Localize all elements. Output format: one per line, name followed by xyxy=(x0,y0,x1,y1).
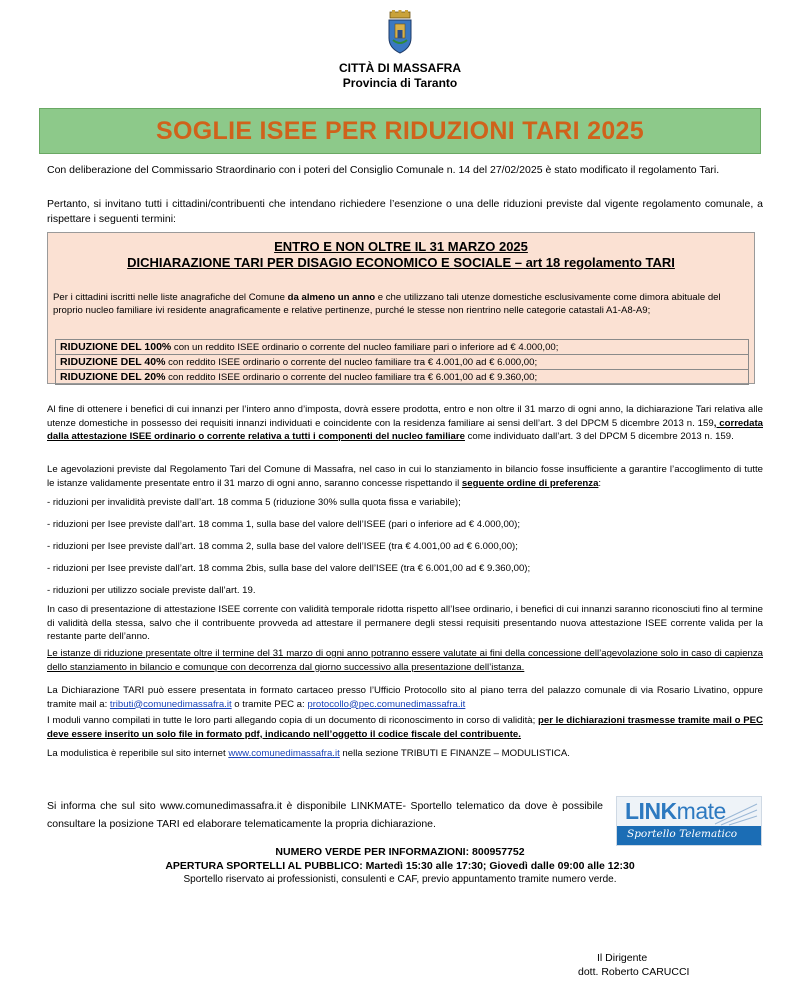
service-note: Sportello riservato ai professionisti, consulenti e CAF, previo appuntamento tramite numero verde. xyxy=(183,874,617,885)
declaration-heading: DICHIARAZIONE TARI PER DISAGIO ECONOMICO E SOCIALE – art 18 regolamento TARI xyxy=(127,255,675,270)
city-name: CITTÀ DI MASSAFRA xyxy=(339,61,461,75)
paragraph-submission: La Dichiarazione TARI può essere presentata in formato cartaceo presso l’Ufficio Protocollo sito al piano terra del palazzo comunale di via Rosario Livatino, oppure tramite mail a: tributi@comunedimassafra.it o tramite PEC a: protocollo@pec.comunedimassafra.it xyxy=(47,685,763,710)
signature-role: Il Dirigente xyxy=(597,952,648,964)
deadline-heading: ENTRO E NON OLTRE IL 31 MARZO 2025 xyxy=(274,239,528,254)
logo-subtitle: Sportello Telematico xyxy=(627,828,738,840)
reductions-table xyxy=(55,339,749,385)
intro-paragraph-1: Con deliberazione del Commissario Straordinario con i poteri del Consiglio Comunale n. 14 del 27/02/2025 è stato modificato il regolamento Tari. xyxy=(47,164,720,176)
reduction-label: RIDUZIONE DEL 40% xyxy=(60,356,166,368)
province-name: Provincia di Taranto xyxy=(342,76,458,90)
pec-link[interactable]: protocollo@pec.comunedimassafra.it xyxy=(307,698,466,710)
eligibility-text: Per i cittadini iscritti nelle liste anagrafiche del Comune da almeno un anno e che utilizzano tali utenze domestiche esclusivamente come dimora abituale del proprio nucleo familiare ivi residente anagraficamente e relative pertinenze, purché le stesse non rientrino nelle categorie catastali A1-A8-A9; xyxy=(53,292,721,316)
table-row: RIDUZIONE DEL 40% con reddito ISEE ordinario o corrente del nucleo familiare tra € 4.001,00 ad € 6.000,00; xyxy=(56,355,749,370)
logo-swoosh-icon xyxy=(713,800,759,826)
linkmate-logo[interactable] xyxy=(616,796,762,846)
numero-verde: NUMERO VERDE PER INFORMAZIONI: 800957752 xyxy=(275,846,525,858)
city-crest-icon xyxy=(384,10,416,54)
table-row: RIDUZIONE DEL 100% con un reddito ISEE ordinario o corrente del nucleo familiare pari o inferiore ad € 4.000,00; xyxy=(56,340,749,355)
list-item: - riduzioni per Isee previste dall’art. 18 comma 2bis, sulla base del valore dell’ISEE (tra € 6.001,00 ad € 9.360,00); xyxy=(47,563,531,574)
list-item: - riduzioni per utilizzo sociale previste dall’art. 19. xyxy=(47,585,256,596)
page-title: SOGLIE ISEE PER RIDUZIONI TARI 2025 xyxy=(156,117,644,145)
deadline-box xyxy=(47,232,755,384)
reduction-label: RIDUZIONE DEL 20% xyxy=(60,371,166,383)
paragraph-late-requests: Le istanze di riduzione presentate oltre il termine del 31 marzo di ogni anno potranno essere valutate ai fini della concessione dell’agevolazione solo in caso di capienza dello stanziamento in bilancio e comunque con decorrenza dal giorno successivo alla presentazione dell’istanza. xyxy=(47,648,763,673)
table-row: RIDUZIONE DEL 20% con reddito ISEE ordinario o corrente del nucleo familiare tra € 6.001,00 ad € 9.360,00; xyxy=(56,370,749,385)
list-item: - riduzioni per invalidità previste dall’art. 18 comma 5 (riduzione 30% sulla quota fissa e variabile); xyxy=(47,497,461,508)
email-link[interactable]: tributi@comunedimassafra.it xyxy=(109,698,232,710)
list-item: - riduzioni per Isee previste dall’art. 18 comma 2, sulla base del valore dell’ISEE (tra € 4.001,00 ad € 6.000,00); xyxy=(47,541,518,552)
list-item: - riduzioni per Isee previste dall’art. 18 comma 1, sulla base del valore dell’ISEE (pari o inferiore ad € 4.000,00); xyxy=(47,519,521,530)
intro-paragraph-2: Pertanto, si invitano tutti i cittadini/contribuenti che intendano richiedere l’esenzione o una delle riduzioni previste dal vigente regolamento comunale, a rispettare i seguenti termini: xyxy=(47,198,763,225)
paragraph-linkmate: Si informa che sul sito www.comunedimassafra.it è disponibile LINKMATE- Sportello telematico da dove è possibile consultare la posizione TARI ed elaborare telematicamente la propria dichiarazione. xyxy=(47,800,603,830)
website-link[interactable]: www.comunedimassafra.it xyxy=(228,748,340,759)
opening-hours: APERTURA SPORTELLI AL PUBBLICO: Martedì 15:30 alle 17:30; Giovedì dalle 09:00 alle 12:30 xyxy=(165,860,635,872)
paragraph-preference: Le agevolazioni previste dal Regolamento Tari del Comune di Massafra, nel caso in cui lo stanziamento in bilancio fosse insufficiente a garantire l’accoglimento di tutte le istanze validamente presentate entro il 31 marzo di ogni anno, saranno concesse rispettando il seguente ordine di preferenza: xyxy=(47,464,763,489)
reduction-label: RIDUZIONE DEL 100% xyxy=(60,341,172,353)
logo-wordmark: LINKmate xyxy=(625,798,726,824)
paragraph-forms: I moduli vanno compilati in tutte le loro parti allegando copia di un documento di riconoscimento in corso di validità; per le dichiarazioni trasmesse tramite mail o PEC deve essere inserito un solo file in formato pdf, indicando nell’oggetto il codice fiscale del contribuente. xyxy=(47,715,763,740)
paragraph-website: La modulistica è reperibile sul sito internet www.comunedimassafra.it nella sezione TRIBUTI E FINANZE – MODULISTICA. xyxy=(47,748,570,759)
title-banner xyxy=(39,108,761,154)
paragraph-isee-corrente: In caso di presentazione di attestazione ISEE corrente con validità temporale ridotta rispetto all’Isee ordinario, i benefici di cui innanzi saranno riconosciuti fino al termine di validità della stessa, salvo che il contribuente provveda ad attestare il permanere degli stessi requisiti presentando nuova attestazione ISEE corrente valida per la restante parte dell’anno. xyxy=(47,604,763,643)
signature-name: dott. Roberto CARUCCI xyxy=(578,966,690,978)
paragraph-declaration: Al fine di ottenere i benefici di cui innanzi per l’intero anno d’imposta, dovrà essere prodotta, entro e non oltre il 31 marzo di ogni anno, la dichiarazione Tari relativa alle utenze domestiche in possesso dei requisiti innanzi individuati e coincidente con la residenza familiare ai sensi dell’art. 3 del DPCM 5 dicembre 2013 n. 159, corredata dalla attestazione ISEE ordinario o corrente relativa a tutti i componenti del nucleo familiare come individuato dall’art. 3 del DPCM 5 dicembre 2013 n. 159. xyxy=(47,404,763,443)
